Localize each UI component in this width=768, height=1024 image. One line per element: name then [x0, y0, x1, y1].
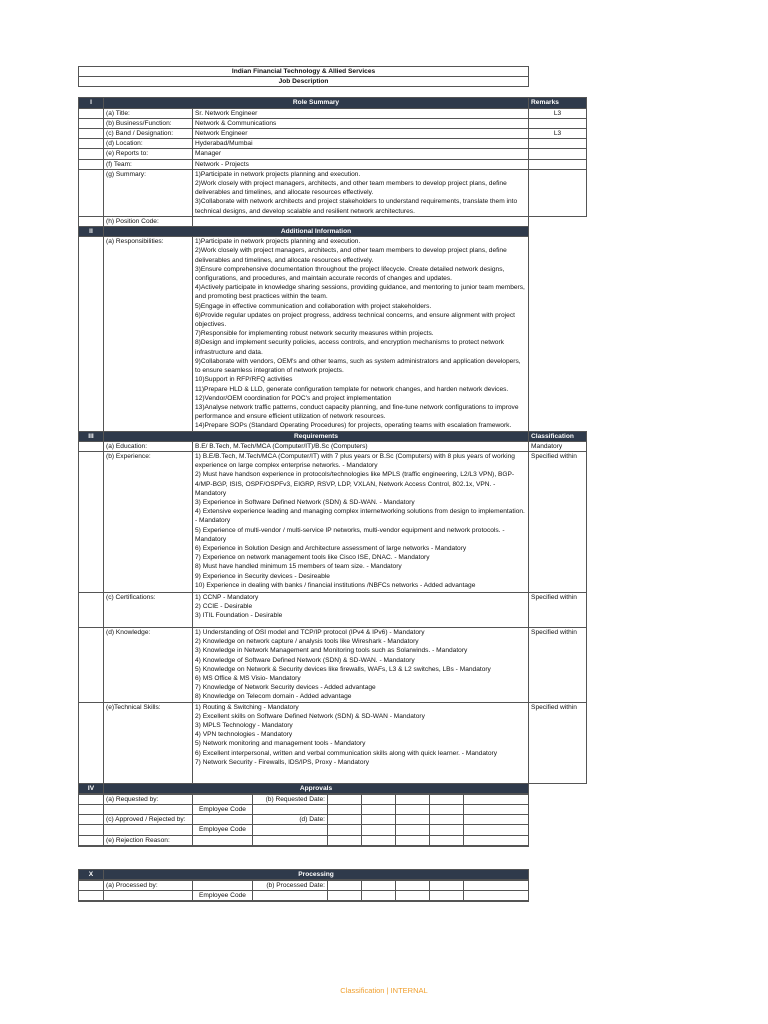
- list-item: 2)Work closely with project managers, architects, and other team members to develop project plans, define deliverables and timelines, and allocate resources effectively.: [195, 247, 507, 264]
- table-row: [79, 216, 587, 226]
- list-item: 6) Experience in Solution Design and Architecture assessment of large networks - Mandatory: [195, 544, 467, 552]
- section-number: III: [79, 431, 104, 441]
- field-label: (b) Experience:: [104, 451, 193, 592]
- rejection-reason-label: (e) Rejection Reason:: [104, 835, 193, 845]
- field-classification: Specified within: [529, 592, 587, 627]
- field-value: B.E/ B.Tech, M.Tech/MCA (Computer/IT)/B.Sc (Computers): [193, 441, 529, 451]
- section-additional-info-header: [79, 227, 587, 237]
- list-item: 8)Design and implement security policies, access controls, and encryption mechanisms to protect network infrastructure and data.: [195, 339, 504, 356]
- table-row: [79, 825, 587, 835]
- org-title-row: [79, 67, 587, 77]
- list-item: 12)Vendor/OEM coordination for POC's and project implementation: [195, 394, 392, 402]
- list-item: 9) Experience in Security devices - Desireable: [195, 572, 330, 580]
- list-item: 13)Analyse network traffic patterns, conduct capacity planning, and fine-tune network configurations to improve performance and ensure efficient utilization of network resources.: [195, 403, 519, 421]
- doc-title: Job Description: [79, 77, 529, 87]
- list-item: 4) Knowledge of Software Defined Network (SDN) & SD-WAN. - Mandatory: [195, 656, 415, 664]
- table-row: [79, 804, 587, 814]
- rejection-reason-field[interactable]: [193, 835, 253, 845]
- summary-row: [79, 169, 587, 216]
- table-row: [79, 815, 587, 825]
- section-number: X: [79, 869, 104, 879]
- org-title: Indian Financial Technology & Allied Services: [79, 67, 529, 77]
- experience-row: [79, 451, 587, 592]
- table-row: [79, 129, 587, 139]
- classification-footer: Classification | INTERNAL: [340, 986, 428, 995]
- list-item: 3)Ensure comprehensive documentation throughout the project lifecycle. Create detailed network designs, configurations, and procedures, and maintain accurate records of changes and updates.: [195, 265, 505, 283]
- field-label: (e) Reports to:: [104, 149, 193, 159]
- field-label: (b) Business/Function:: [104, 118, 193, 128]
- experience-text: [193, 451, 529, 592]
- section-heading: Processing: [104, 869, 529, 879]
- requested-by-label: (a) Requested by:: [104, 794, 193, 804]
- employee-code-label: Employee Code: [193, 804, 253, 814]
- list-item: 4) Extensive experience leading and managing complex internetworking solutions from design to implementation. - Mandatory: [195, 508, 525, 525]
- field-label: (d) Knowledge:: [104, 627, 193, 702]
- list-item: 3) MPLS Technology - Mandatory: [195, 721, 293, 729]
- table-row: [79, 108, 587, 118]
- processed-by-label: (a) Processed by:: [104, 880, 193, 890]
- requested-by-field[interactable]: [193, 794, 253, 804]
- date-field[interactable]: [328, 815, 362, 825]
- field-value: Network & Communications: [193, 118, 529, 128]
- section-processing-header: [79, 869, 587, 879]
- field-label: (f) Team:: [104, 159, 193, 169]
- employee-code-label: Employee Code: [193, 891, 253, 901]
- table-row: [79, 139, 587, 149]
- field-classification: Mandatory: [529, 441, 587, 451]
- list-item: 3) Knowledge in Network Management and Monitoring tools such as Solarwinds. - Mandatory: [195, 647, 468, 655]
- field-remark: L3: [529, 129, 587, 139]
- approved-by-label: (c) Approved / Rejected by:: [104, 815, 193, 825]
- list-item: 14)Prepare SOPs (Standard Operating Procedures) for projects, operating teams with escalation framework.: [195, 422, 512, 430]
- doc-title-row: [79, 77, 587, 87]
- field-label: (c) Band / Designation:: [104, 129, 193, 139]
- field-remark: [529, 118, 587, 128]
- list-item: 10) Experience in dealing with banks / financial institutions /NBFCs networks - Added advantage: [195, 581, 476, 589]
- job-description-sheet: [78, 66, 586, 902]
- list-item: 7) Experience on network management tools like Cisco ISE, DNAC. - Mandatory: [195, 554, 430, 562]
- remarks-heading: Remarks: [529, 98, 587, 108]
- field-label: (g) Summary:: [104, 169, 193, 216]
- section-approvals-header: [79, 783, 587, 793]
- certifications-text: [193, 592, 529, 627]
- responsibilities-text: [193, 237, 529, 431]
- field-remark: [529, 149, 587, 159]
- approved-by-field[interactable]: [193, 815, 253, 825]
- field-classification: Specified within: [529, 451, 587, 592]
- section-heading: Role Summary: [104, 98, 529, 108]
- technical-skills-text: [193, 702, 529, 783]
- section-number: I: [79, 98, 104, 108]
- list-item: 1) Routing & Switching - Mandatory: [195, 703, 299, 711]
- list-item: 2) Knowledge on network capture / analysis tools like Wireshark - Mandatory: [195, 638, 419, 646]
- knowledge-row: [79, 627, 587, 702]
- table-row: [79, 441, 587, 451]
- list-item: 8) Knowledge on Telecom domain - Added advantage: [195, 693, 352, 701]
- field-label: (e)Technical Skills:: [104, 702, 193, 783]
- list-item: 5) Experience of multi-vendor / multi-service IP networks, multi-vendor equipment and network protocols. - Mandatory: [195, 526, 505, 543]
- field-remark: L3: [529, 108, 587, 118]
- employee-code-label: Employee Code: [193, 825, 253, 835]
- section-heading: Requirements: [104, 431, 529, 441]
- section-heading: Approvals: [104, 783, 529, 793]
- field-value: Network Engineer: [193, 129, 529, 139]
- list-item: 1) Understanding of OSI model and TCP/IP protocol (IPv4 & IPv6) - Mandatory: [195, 628, 425, 636]
- field-value: Hyderabad/Mumbai: [193, 139, 529, 149]
- field-label: (d) Location:: [104, 139, 193, 149]
- list-item: 7) Network Security - Firewalls, IDS/IPS, Proxy - Mandatory: [195, 758, 370, 766]
- field-remark: [529, 159, 587, 169]
- processed-date-label: (b) Processed Date:: [253, 880, 328, 890]
- list-item: 10)Support in RFP/RFQ activities: [195, 376, 293, 384]
- field-value: Network - Projects: [193, 159, 529, 169]
- list-item: 3) Experience in Software Defined Network (SDN) & SD-WAN. - Mandatory: [195, 498, 415, 506]
- list-item: 11)Prepare HLD & LLD, generate configuration template for network changes, and harden network devices.: [195, 385, 509, 393]
- list-item: 7)Responsible for implementing robust network security measures within projects.: [195, 330, 434, 338]
- table-row: [79, 901, 587, 902]
- job-description-table: [78, 66, 587, 902]
- list-item: 5) Network monitoring and management tools - Mandatory: [195, 740, 366, 748]
- field-classification: Specified within: [529, 627, 587, 702]
- field-classification: Specified within: [529, 702, 587, 783]
- field-label: (c) Certifications:: [104, 592, 193, 627]
- requested-date-field[interactable]: [328, 794, 362, 804]
- list-item: 7) Knowledge of Network Security devices - Added advantage: [195, 684, 376, 692]
- list-item: 2) Must have handson experience in protocols/technologies like MPLS (traffic engineering, L2/L3 VPN), BGP-4/MP-BGP, ISIS, OSPF/OSPFv3, EIGRP, RSVP, LDP, VXLAN, Network Access Control, 802.1x, VPN. - Mandatory: [195, 471, 515, 497]
- section-number: II: [79, 227, 104, 237]
- table-row: [79, 891, 587, 901]
- list-item: 1)Participate in network projects planning and execution.: [195, 170, 361, 178]
- technical-skills-row: [79, 702, 587, 783]
- list-item: 1) B.E/B.Tech, M.Tech/MCA (Computer/IT) with 7 plus years or B.Sc (Computers) with 8 plus years of working experience on large complex enterprise networks. - Mandatory: [195, 452, 515, 470]
- processed-by-field[interactable]: [193, 880, 253, 890]
- summary-text: [193, 169, 529, 216]
- date-label: (d) Date:: [253, 815, 328, 825]
- list-item: 6) MS Office & MS Visio- Mandatory: [195, 674, 301, 682]
- table-row: [79, 835, 587, 845]
- section-number: IV: [79, 783, 104, 793]
- field-value: Manager: [193, 149, 529, 159]
- table-row: [79, 149, 587, 159]
- section-role-summary-header: [79, 98, 587, 108]
- knowledge-text: [193, 627, 529, 702]
- field-value: Sr. Network Engineer: [193, 108, 529, 118]
- classification-heading: Classification: [529, 431, 587, 441]
- processed-date-field[interactable]: [328, 880, 362, 890]
- table-row: [79, 118, 587, 128]
- list-item: 2)Work closely with project managers, architects, and other team members to develop project plans, define deliverables and timelines, and allocate resources effectively.: [195, 180, 507, 197]
- responsibilities-row: [79, 237, 587, 431]
- list-item: 4) VPN technologies - Mandatory: [195, 731, 293, 739]
- list-item: 6)Provide regular updates on project progress, address technical concerns, and ensure alignment with project objectives.: [195, 311, 515, 329]
- section-requirements-header: [79, 431, 587, 441]
- field-label: (a) Education:: [104, 441, 193, 451]
- list-item: 6) Excellent interpersonal, written and verbal communication skills along with quick learner. - Mandatory: [195, 749, 497, 757]
- list-item: 2) CCIE - Desirable: [195, 603, 253, 611]
- field-remark: [529, 139, 587, 149]
- list-item: 5)Engage in effective communication and collaboration with project stakeholders.: [195, 302, 432, 310]
- table-row: [79, 794, 587, 804]
- list-item: 3)Collaborate with network architects and project stakeholders to understand requirements, translate them into technical designs, and develop scalable and resilient network architectures.: [195, 198, 518, 215]
- list-item: 8) Must have handled minimum 15 members of team size. - Mandatory: [195, 563, 402, 571]
- certifications-row: [79, 592, 587, 627]
- field-label: (h) Position Code:: [104, 216, 193, 226]
- field-label: (a) Responsibilities:: [104, 237, 193, 431]
- list-item: 9)Collaborate with vendors, OEM's and other teams, such as system administrators and application developers, to ensure seamless integration of network projects.: [195, 357, 521, 375]
- table-row: [79, 880, 587, 890]
- list-item: 1) CCNP - Mandatory: [195, 593, 259, 601]
- field-label: (a) Title:: [104, 108, 193, 118]
- requested-date-label: (b) Requested Date:: [253, 794, 328, 804]
- list-item: 3) ITIL Foundation - Desirable: [195, 612, 283, 620]
- section-heading: Additional Information: [104, 227, 529, 237]
- list-item: 5) Knowledge on Network & Security devices like firewalls, WAFs, L3 & L2 switches, LBs - Mandatory: [195, 665, 491, 673]
- table-row: [79, 159, 587, 169]
- list-item: 4)Actively participate in knowledge sharing sessions, providing guidance, and mentoring to junior team members, and promoting best practices within the team.: [195, 284, 525, 301]
- list-item: 1)Participate in network projects planning and execution.: [195, 238, 361, 246]
- list-item: 2) Excellent skills on Software Defined Network (SDN) & SD-WAN - Mandatory: [195, 712, 425, 720]
